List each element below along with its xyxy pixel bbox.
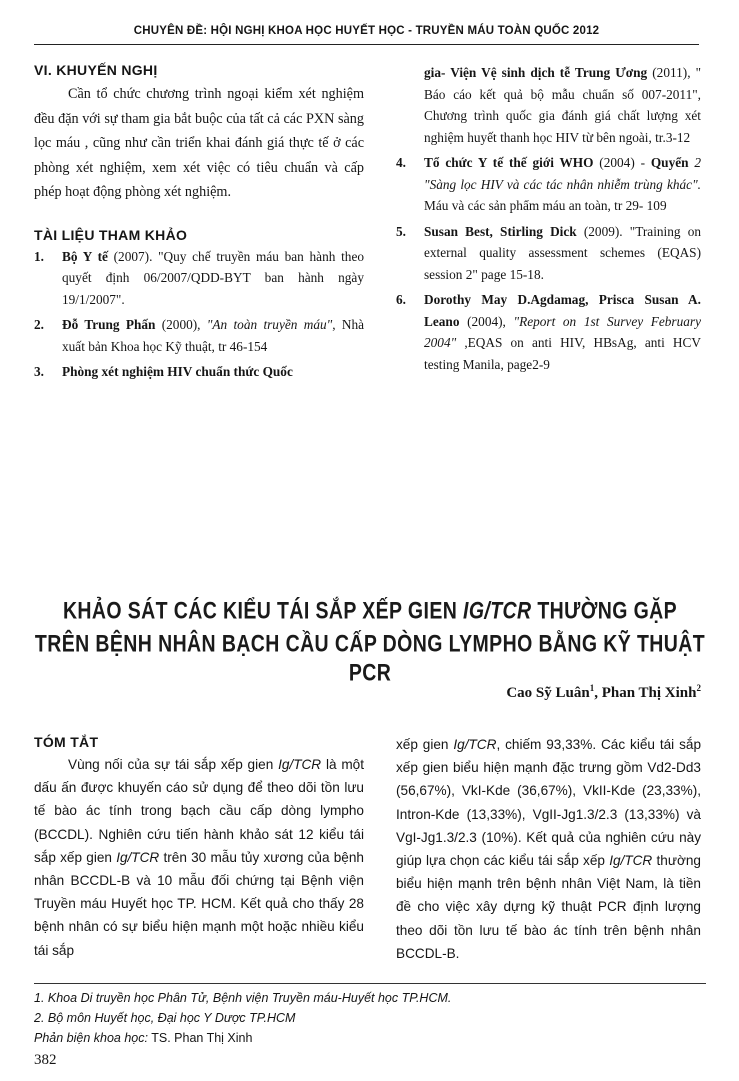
abstract-fragment: trên 30 mẫu tủy xương của bệnh nhân BCCDL-B và 10 mẫu đối chứng tại Bệnh viện Truyền máu Huyết học TP. HCM. Kết quả cho thấy 28 bệnh nhân có sự biểu hiện mạnh một hoặc nhiều kiểu tái sắp — [34, 849, 364, 958]
abstract-fragment: thường biểu hiện mạnh trên bệnh nhân Việt Nam, là tiền đề cho việc xây dựng kỹ thuật PCR định lượng theo dõi tồn lưu tế bào ác tính trên bệnh nhân BCCDL-B. — [396, 853, 701, 961]
abstract-fragment: , chiếm 93,33%. Các kiểu tái sắp xếp gien biểu hiện mạnh đặc trưng gồm Vd2-Dd3 (56,67%), VkI-Kde (36,67%), VkII-Kde (23,33%), Intron-Kde (13,33%), VgII-Jg1.3/2.3 (13,33%) và VgI-Jg1.3/2.3 (10%). Kết quả của nghiên cứu này giúp lựa chọn các kiểu tái sắp xếp — [396, 737, 702, 869]
reference-title: "Report on 1st Survey February 2004" — [424, 313, 701, 350]
reference-author: Phòng xét nghiệm HIV chuẩn thức Quốc — [62, 364, 293, 379]
section-heading-recommendations: VI. KHUYẾN NGHỊ — [34, 62, 158, 78]
reviewer-name: TS. Phan Thị Xinh — [147, 1031, 253, 1045]
recommendations-text: Cần tổ chức chương trình ngoại kiểm xét nghiệm đều đặn với sự tham gia bắt buộc của tất cả các PXN sàng lọc máu , cũng như cần triển khai đánh giá thực tế ở các phòng xét nghiệm, xem xét việc có tiêu chuẩn và cấp phép hoạt động phòng xét nghiệm. — [34, 86, 364, 200]
abstract-fragment: xếp gien — [396, 737, 454, 752]
reference-author: Susan Best, Stirling Dick — [424, 223, 577, 239]
reference-item — [396, 221, 701, 286]
reference-author: Đỗ Trung Phấn — [62, 317, 156, 332]
reference-item — [34, 246, 364, 311]
title-text: THƯỜNG GẶP — [531, 597, 678, 625]
reference-list-left — [34, 246, 364, 383]
footnotes — [34, 983, 706, 1048]
footnote-affiliation-1: 1. Khoa Di truyền học Phân Tử, Bệnh viện Truyền máu-Huyết học TP.HCM. — [34, 991, 452, 1005]
author-separator: , — [594, 685, 602, 701]
reference-list-right — [396, 62, 701, 375]
reference-title: 2 "Sàng lọc HIV và các tác nhân nhiễm trùng khác". — [424, 155, 701, 192]
reference-text: (2009). "Training on external quality assessment schemes (EQAS) session 2" page 15-18. — [424, 223, 702, 282]
reference-author: Bộ Y tế — [62, 248, 108, 264]
page-number: 382 — [34, 1052, 57, 1068]
article-title-line-2: TRÊN BỆNH NHÂN BẠCH CẦU CẤP DÒNG LYMPHO BẰNG KỸ THUẬT PCR — [34, 630, 706, 687]
reference-number: 3. — [34, 364, 44, 379]
abstract-left-column — [34, 734, 364, 962]
reference-number: 5. — [396, 223, 406, 239]
author-line — [506, 683, 701, 702]
abstract-fragment: là một dấu ấn được khuyến cáo sử dụng để theo dõi tồn lưu tế bào ác tính trong bạch cầu cấp dòng lympho (BCCDL). Nghiên cứu tiến hành khảo sát 12 kiểu tái sắp xếp gien — [34, 757, 365, 865]
author-name: Cao Sỹ Luân — [506, 685, 590, 701]
author-name: Phan Thị Xinh — [601, 685, 697, 701]
left-column-top — [34, 62, 364, 383]
abstract-fragment: Vùng nối của sự tái sắp xếp gien — [68, 757, 279, 772]
reference-text: (2004) - — [593, 155, 651, 170]
reference-number: 2. — [34, 317, 44, 332]
reviewer-label: Phản biện khoa học: — [34, 1031, 148, 1045]
reference-item — [396, 289, 701, 375]
abstract-heading: TÓM TẮT — [34, 734, 99, 750]
reference-item — [34, 361, 364, 383]
abstract-text — [34, 753, 364, 962]
gene-name: Ig/TCR — [609, 853, 653, 869]
reference-item — [34, 314, 364, 357]
author-affiliation-marker: 2 — [696, 683, 701, 693]
gene-name: Ig/TCR — [278, 757, 322, 772]
author-affiliation-marker: 1 — [589, 683, 595, 693]
reference-title: "An toàn truyền máu" — [206, 317, 333, 332]
reference-author: Dorothy May D.Agdamag, Prisca Susan A. Leano — [424, 292, 701, 329]
gene-name: Ig/TCR — [116, 849, 160, 865]
reference-text: (2004), — [459, 313, 514, 329]
title-text: KHẢO SÁT CÁC KIỂU TÁI SẮP XẾP GIEN — [62, 597, 464, 625]
footnote-affiliation-2: 2. Bộ môn Huyết học, Đại học Y Dược TP.HCM — [34, 1011, 296, 1025]
right-column-top — [396, 62, 701, 375]
reference-number: 4. — [396, 155, 406, 170]
title-gene-name: IG/TCR — [463, 597, 532, 625]
reference-text: (2011), " Báo cáo kết quả bộ mẫu chuẩn số 007-2011", Chương trình quốc gia đánh giá chất lượng xét nghiệm huyết thanh học HIV từ bên ngoài, tr.3-12 — [424, 65, 701, 145]
reference-item-continued — [396, 62, 701, 148]
reference-text: , Nhà xuất bản Khoa học Kỹ thuật, tr 46-154 — [62, 317, 364, 354]
reference-text: (2000), — [155, 317, 207, 332]
reference-author: Tổ chức Y tế thế giới WHO — [424, 155, 594, 170]
abstract-text-continued — [396, 733, 701, 965]
reference-item — [396, 152, 701, 217]
reference-author: gia- Viện Vệ sinh dịch tễ Trung Ương — [424, 65, 648, 80]
reference-text: Máu và các sản phẩm máu an toàn, tr 29- 109 — [424, 198, 667, 213]
references-heading: TÀI LIỆU THAM KHẢO — [34, 226, 188, 243]
article-title-line-1 — [34, 597, 706, 626]
running-header: CHUYÊN ĐỀ: HỘI NGHỊ KHOA HỌC HUYẾT HỌC - TRUYỀN MÁU TOÀN QUỐC 2012 — [34, 22, 699, 45]
reference-number: 1. — [34, 248, 44, 264]
gene-name: Ig/TCR — [453, 737, 497, 752]
reference-text: (2007). "Quy chế truyền máu ban hành theo quyết định 06/2007/QDD-BYT ban hành ngày 19/1/2007". — [62, 248, 364, 307]
abstract-right-column — [396, 733, 701, 965]
reference-number: 6. — [396, 292, 406, 307]
reference-text: Quyển — [650, 155, 689, 170]
reference-text: ,EQAS on anti HIV, HBsAg, anti HCV testing Manila, page2-9 — [424, 335, 701, 372]
